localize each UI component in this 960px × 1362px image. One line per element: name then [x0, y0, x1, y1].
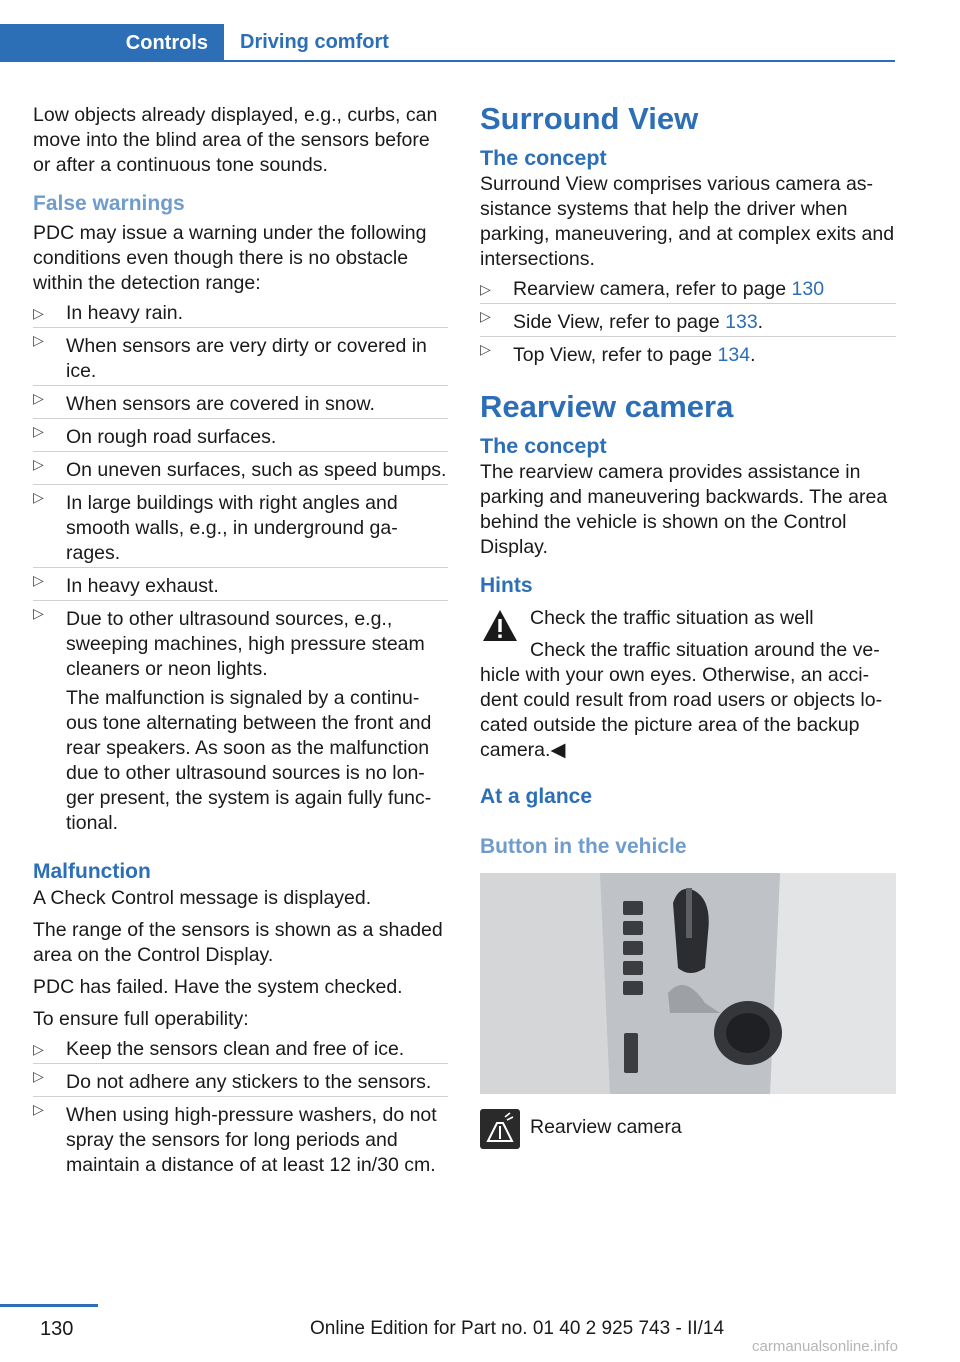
- at-a-glance-heading: At a glance: [480, 785, 593, 808]
- triangle-bullet-icon: ▷: [33, 605, 44, 621]
- section-tab-controls[interactable]: Controls: [0, 24, 224, 62]
- false-warnings-intro: PDC may issue a warning under the following conditions even though there is no obstacle within the detection range:: [33, 222, 427, 294]
- list-item: ▷ Keep the sensors clean and free of ice.: [33, 1038, 405, 1060]
- surround-systems-list: [480, 277, 896, 368]
- page-link-130[interactable]: 130: [791, 278, 825, 300]
- button-in-vehicle-heading: Button in the vehicle: [480, 835, 687, 858]
- hints-heading: Hints: [480, 574, 533, 597]
- triangle-bullet-icon: ▷: [33, 1041, 44, 1057]
- warning-text: hicle with your own eyes. Otherwise, an acci‐ dent could result from road users or objects lo‐ cated outside the picture area of the backup camera.◀: [480, 664, 883, 761]
- list-item: ▷ When sensors are covered in snow.: [33, 385, 448, 417]
- triangle-bullet-icon: ▷: [33, 305, 44, 321]
- page-link-133[interactable]: 133: [725, 311, 758, 333]
- false-warnings-list: [33, 301, 448, 836]
- warning-box: [480, 606, 896, 663]
- warning-text-first-line: Check the traffic situation around the ve‐: [530, 639, 880, 661]
- intro-paragraph: Low objects already displayed, e.g., curbs, can move into the blind area of the sensors before or after a continuous tone sounds.: [33, 104, 438, 176]
- false-warnings-heading: False warnings: [33, 192, 185, 215]
- footer-rule: [0, 1304, 98, 1307]
- triangle-bullet-icon: ▷: [480, 281, 491, 297]
- triangle-bullet-icon: ▷: [33, 456, 44, 472]
- malfunction-p3: PDC has failed. Have the system checked.: [33, 976, 403, 998]
- list-item: ▷ When sensors are very dirty or covered in ice.: [33, 327, 448, 384]
- rearview-camera-button-label: Rearview camera: [530, 1116, 682, 1138]
- list-item: ▷ In large buildings with right angles and smooth walls, e.g., in underground ga‐ rages.: [33, 484, 448, 566]
- triangle-bullet-icon: ▷: [33, 1101, 44, 1117]
- triangle-bullet-icon: ▷: [33, 1068, 44, 1084]
- malfunction-heading: Malfunction: [33, 860, 151, 883]
- triangle-bullet-icon: ▷: [33, 423, 44, 439]
- warning-title: Check the traffic situation as well: [530, 607, 814, 629]
- list-item: ▷ In heavy exhaust.: [33, 567, 448, 599]
- list-item: ▷ In heavy rain.: [33, 302, 184, 324]
- rearview-camera-button-icon: [480, 1109, 520, 1149]
- page-number: 130: [40, 1318, 74, 1340]
- list-item: ▷ Top View, refer to page 134.: [480, 336, 896, 368]
- malfunction-p2: The range of the sensors is shown as a shaded area on the Control Display.: [33, 919, 443, 966]
- list-item: ▷ When using high-pressure washers, do not spray the sensors for long periods and maintain a distance of at least 12 in/30 cm.: [33, 1096, 448, 1178]
- triangle-bullet-icon: ▷: [33, 332, 44, 348]
- malfunction-signal-note: The malfunction is signaled by a continu‐ ous tone alternating between the front and rear speakers. As soon as the malfunction due to other ultrasound sources is no lon‐ ger present, the system is again fully func‐ tional.: [66, 687, 432, 834]
- surround-concept-text: Surround View comprises various camera as‐ sistance systems that help the driver when parking, maneuvering, and at complex exits and intersections.: [480, 173, 895, 270]
- button-legend: [480, 1109, 896, 1151]
- center-console-photo: [480, 873, 896, 1094]
- malfunction-p4: To ensure full operability:: [33, 1008, 249, 1030]
- triangle-bullet-icon: ▷: [480, 341, 491, 357]
- page-header: [0, 24, 895, 62]
- list-item: ▷ Due to other ultrasound sources, e.g., sweeping machines, high pressure steam cleaners or neon lights. The malfunction is signaled by a continu‐ ous tone alternating between the front and rear speakers. As soon as the malfunction due to other ultrasound sources is no lon‐ ger present, the system is again fully func‐ tional.: [33, 600, 448, 836]
- list-item: ▷ On uneven surfaces, such as speed bumps.: [33, 451, 448, 483]
- left-column: [33, 103, 448, 1178]
- page-link-134[interactable]: 134: [717, 344, 751, 366]
- triangle-bullet-icon: ▷: [33, 489, 44, 505]
- list-item: ▷ On rough road surfaces.: [33, 418, 448, 450]
- triangle-bullet-icon: ▷: [33, 572, 44, 588]
- list-item: ▷ Rearview camera, refer to page 130: [480, 278, 825, 300]
- triangle-bullet-icon: ▷: [33, 390, 44, 406]
- rearview-concept-text: The rearview camera provides assistance in parking and maneuvering backwards. The area behind the vehicle is shown on the Control Display.: [480, 461, 888, 558]
- malfunction-p1: A Check Control message is displayed.: [33, 887, 372, 909]
- list-item: ▷ Do not adhere any stickers to the sensors.: [33, 1063, 448, 1095]
- rearview-camera-title: Rearview camera: [480, 389, 734, 424]
- edition-note: Online Edition for Part no. 01 40 2 925 743 - II/14: [310, 1318, 725, 1339]
- surround-concept-heading: The concept: [480, 146, 607, 170]
- center-console-illustration: [480, 873, 896, 1094]
- rearview-concept-heading: The concept: [480, 434, 607, 458]
- section-tab-driving-comfort[interactable]: Driving comfort: [240, 30, 389, 53]
- right-column: [480, 100, 896, 1151]
- triangle-bullet-icon: ▷: [480, 308, 491, 324]
- list-item: ▷ Side View, refer to page 133.: [480, 303, 896, 335]
- warning-triangle-icon: [480, 606, 520, 646]
- watermark: carmanualsonline.info: [752, 1338, 898, 1355]
- surround-view-title: Surround View: [480, 101, 699, 136]
- operability-list: [33, 1037, 448, 1178]
